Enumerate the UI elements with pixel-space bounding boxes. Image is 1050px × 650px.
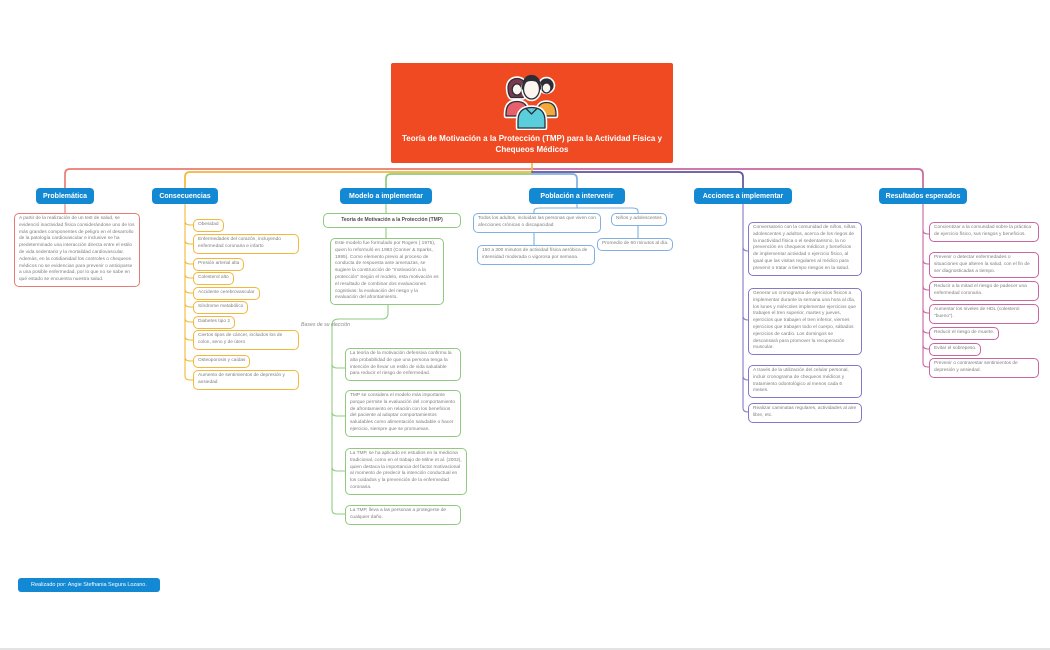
node-result[interactable]: Concientizar a la comunidad sobre la práctica de ejercicio físico, sus riesgos y beneficios. bbox=[929, 222, 1039, 242]
node-population-detail[interactable]: 150 a 300 minutos de actividad física aeróbica de intensidad moderada o vigorosa por semana. bbox=[477, 245, 595, 265]
node-result[interactable]: Prevenir o detectar enfermedades o situaciones que alteren la salud, con el fin de ser diagnosticadas a tiempo. bbox=[929, 252, 1039, 278]
node-base[interactable]: TMP se considera el modelo más importante porque permite la evaluación del comportamiento de afrontamiento en relación con los beneficios del paciente al adoptar comportamientos saludables como alimentación saludable o hacer ejercicio, siempre que se promuevan. bbox=[345, 390, 461, 437]
node-consequence[interactable]: Aumento de sentimientos de depresión y ansiedad bbox=[193, 370, 299, 390]
node-consequence[interactable]: Ciertos tipos de cáncer, incluidos los de colon, seno y de útero bbox=[193, 330, 299, 350]
node-action[interactable]: Realizar caminatas regulares, actividades al aire libre, etc. bbox=[748, 403, 862, 423]
central-topic-title: Teoría de Motivación a la Protección (TMP) para la Actividad Física y Chequeos Médicos bbox=[401, 133, 663, 155]
node-consequence[interactable]: Presión arterial alta bbox=[193, 258, 244, 271]
node-bases-label[interactable]: Bases de su elección bbox=[301, 322, 351, 328]
node-action[interactable]: A través de la utilización del celular personal, incluir cronograma de chequeos médicos y tratamiento odontológico al menos cada 6 meses. bbox=[748, 365, 862, 398]
node-problematica-description[interactable]: A partir de la realización de un test de salud, se evidenció inactividad física considerándose uno de los más grandes componentes de peligro en el desarrollo de la patología cardiovascular e inclusive se ha predeterminado una interacción directa entre el estilo de vida sedentario y la mortalidad cardiovascular. Además, en la cotidianidad los controles o chequeos médicos no se evidencian para prevenir o anticiparse a una posible enfermedad, por lo que no se sabe en qué estado se encuentra nuestra salud. bbox=[14, 213, 140, 287]
node-base[interactable]: La teoría de la motivación defensiva confirma la alta probabilidad de que una persona tenga la intención de llevar un estilo de vida saludable para reducir el riesgo de enfermedad. bbox=[345, 348, 461, 381]
node-result[interactable]: Aumentar los niveles de HDL (colesterol "bueno"). bbox=[929, 304, 1039, 324]
node-result[interactable]: Reducir a la mitad el riesgo de padecer una enfermedad coronaria. bbox=[929, 281, 1039, 301]
node-model-name[interactable]: Teoría de Motivación a la Protección (TMP) bbox=[323, 213, 461, 228]
node-model-description[interactable]: Este modelo fue formulado por Rogers ( 1975), quien lo reformuló en 1983 (Conner & Sparks, 1995). Como elemento previo al proceso de conducta de respuesta ante amenazas, se sugiere la construcción de "motivación a la protección" Según el modelo, esta motivación es el resultado de combinar dos evaluaciones cognitivas: la evaluación del riesgo y la evaluación del afrontamiento. bbox=[330, 238, 444, 305]
central-topic-node[interactable] bbox=[391, 63, 673, 163]
node-consequence[interactable]: Osteoporosis y caídas bbox=[193, 355, 250, 368]
node-action[interactable]: Conversatorio con la comunidad de niños, niñas, adolescentes y adultos, acerca de los riegos de la inactividad física o el sedentarismo, la no prevención en chequeos médicos y beneficios de implementar actividad o ejercicio físico, al igual que las visitas regulares al médico para prevenir o tratar a tiempo riesgos en la salud. bbox=[748, 222, 862, 276]
people-icon bbox=[499, 72, 565, 130]
node-base[interactable]: La TMP, lleva a las personas a protegerse de cualquier daño. bbox=[345, 505, 461, 525]
node-population-detail[interactable]: Promedio de 60 minutos al día. bbox=[597, 238, 673, 251]
credit-badge[interactable]: Realizado por: Angie Stefhania Segura Lozano. bbox=[18, 578, 160, 592]
topic-problematica[interactable]: Problemática bbox=[36, 188, 94, 204]
node-population-group[interactable]: Niños y adolescentes bbox=[611, 213, 667, 226]
node-result[interactable]: Prevenir o contrarestar sentimientos de depresión y ansiedad. bbox=[929, 358, 1039, 378]
node-result[interactable]: Evitar el sobrepeso. bbox=[929, 343, 981, 356]
node-consequence[interactable]: Síndrome metabólico bbox=[193, 301, 248, 314]
topic-acciones[interactable]: Acciones a implementar bbox=[694, 188, 792, 204]
node-consequence[interactable]: Colesterol alto bbox=[193, 272, 234, 285]
topic-poblacion[interactable]: Población a intervenir bbox=[529, 188, 625, 204]
node-consequence[interactable]: Obesidad bbox=[193, 219, 224, 232]
node-action[interactable]: Generar un cronograma de ejercicios físicos a implementar durante la semana una hora al día, los lunes y miércoles implementar ejercicios que trabajen el tren superior, martes y jueves, ejercicios que trabajen el tren inferior, viernes ejercicios que trabajen todo el cuerpo, sábados ejercicios de cardio. Los domingos se descansará para promover la recuperación muscular. bbox=[748, 288, 862, 355]
node-result[interactable]: Reducir el riesgo de muerte. bbox=[929, 327, 999, 340]
node-base[interactable]: La TMP, se ha aplicado en estudios en la medicina tradicional, como en el trabajo de Milne et al. (2002), quien destaca la importancia del factor motivacional al momento de predecir la intención conductual en los cuidados y la prevención de la enfermedad coronaria. bbox=[345, 448, 467, 495]
topic-consecuencias[interactable]: Consecuencias bbox=[152, 188, 218, 204]
node-consequence[interactable]: Diabetes tipo 2 bbox=[193, 316, 235, 329]
topic-modelo[interactable]: Modelo a implementar bbox=[340, 188, 432, 204]
node-population-group[interactable]: Todos los adultos, incluidas las personas que viven con afecciones crónicas o discapacidad bbox=[473, 213, 601, 233]
topic-resultados[interactable]: Resultados esperados bbox=[879, 188, 967, 204]
node-consequence[interactable]: Enfermedades del corazón, incluyendo enfermedad coronaria e infarto bbox=[193, 234, 299, 254]
node-consequence[interactable]: Accidente cerebrovascular bbox=[193, 287, 260, 300]
